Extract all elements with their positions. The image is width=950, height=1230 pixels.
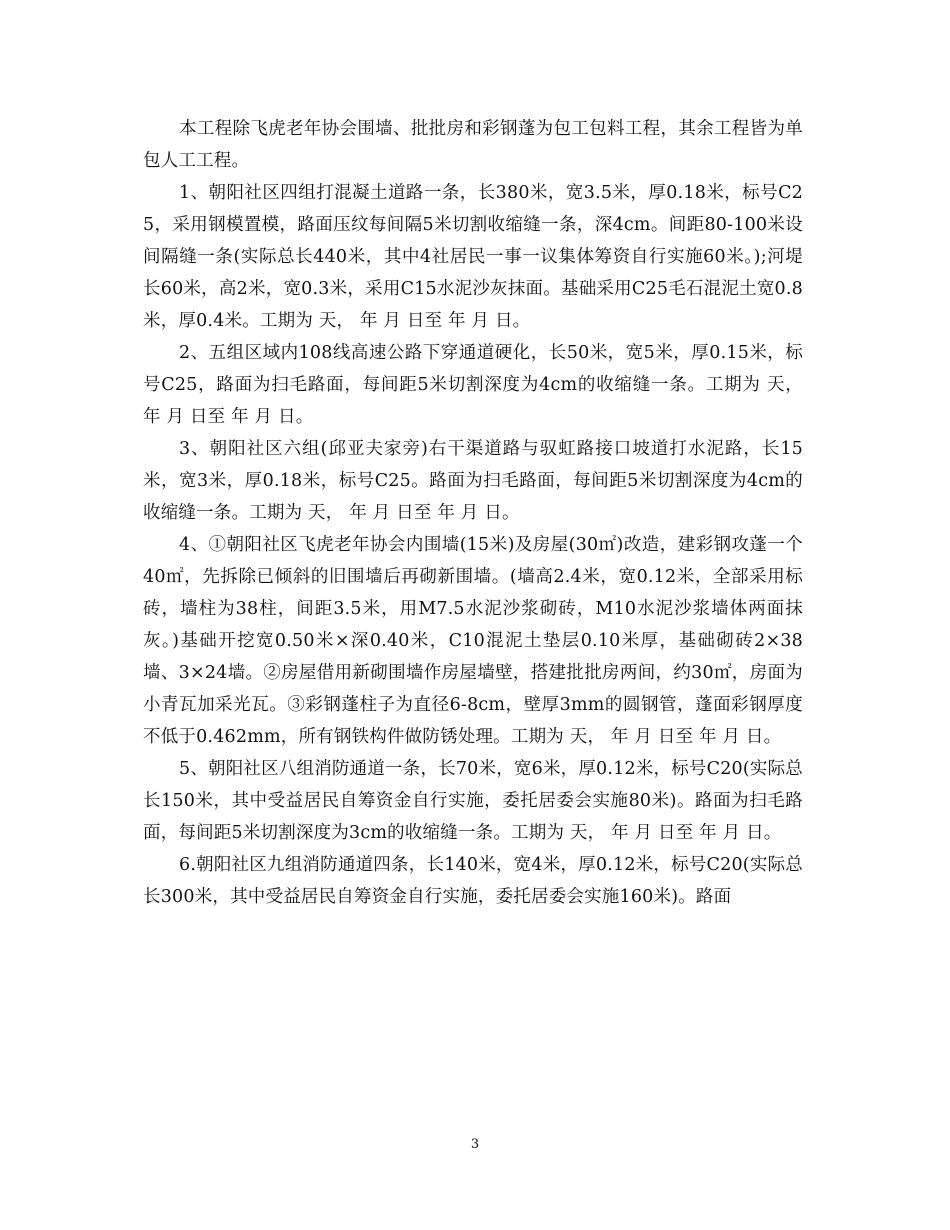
paragraph-item-4: 4、①朝阳社区飞虎老年协会内围墙(15米)及房屋(30㎡)改造，建彩钢攻蓬一个40㎡，先拆除已倾斜的旧围墙后再砌新围墙。(墙高2.4米，宽0.12米，全部采用标砖，墙柱为38柱，间距3.5米，用M7.5水泥沙浆砌砖，M10水泥沙浆墙体两面抹灰。)基础开挖宽0.50米×深0.40米，C10混泥土垫层0.10米厚，基础砌砖2×38墙、3×24墙。②房屋借用新砌围墙作房屋墙壁，搭建批批房两间，约30㎡，房面为小青瓦加采光瓦。③彩钢蓬柱子为直径6-8cm，壁厚3mm的圆钢管，蓬面彩钢厚度不低于0.462mm，所有钢铁构件做防锈处理。工期为 天， 年 月 日至 年 月 日。 [143, 535, 803, 747]
page-number: 3 [470, 1137, 480, 1152]
paragraph-item-1: 1、朝阳社区四组打混凝土道路一条，长380米，宽3.5米，厚0.18米，标号C25，采用钢模置模，路面压纹每间隔5米切割收缩缝一条，深4cm。间距80-100米设间隔缝一条(实际总长440米，其中4社居民一事一议集体筹资自行实施60米。);河堤长60米，高2米，宽0.3米，采用C15水泥沙灰抹面。基础采用C25毛石混泥土宽0.8米，厚0.4米。工期为 天， 年 月 日至 年 月 日。 [143, 183, 803, 331]
paragraph-item-5: 5、朝阳社区八组消防通道一条，长70米，宽6米，厚0.12米，标号C20(实际总长150米，其中受益居民自筹资金自行实施，委托居委会实施80米)。路面为扫毛路面，每间距5米切割深度为3cm的收缩缝一条。工期为 天， 年 月 日至 年 月 日。 [143, 759, 803, 843]
paragraph-intro: 本工程除飞虎老年协会围墙、批批房和彩钢蓬为包工包料工程，其余工程皆为单包人工工程。 [143, 119, 803, 171]
paragraph-item-6: 6.朝阳社区九组消防通道四条，长140米，宽4米，厚0.12米，标号C20(实际总长300米，其中受益居民自筹资金自行实施，委托居委会实施160米)。路面 [143, 855, 803, 907]
paragraph-item-3: 3、朝阳社区六组(邱亚夫家旁)右干渠道路与驭虹路接口坡道打水泥路，长15米，宽3米，厚0.18米，标号C25。路面为扫毛路面，每间距5米切割深度为4cm的收缩缝一条。工期为 天， 年 月 日至 年 月 日。 [143, 439, 803, 523]
paragraph-item-2: 2、五组区域内108线高速公路下穿通道硬化，长50米，宽5米，厚0.15米，标号C25，路面为扫毛路面，每间距5米切割深度为4cm的收缩缝一条。工期为 天， 年 月 日至 年 月 日。 [143, 343, 803, 427]
document-body [143, 113, 803, 913]
